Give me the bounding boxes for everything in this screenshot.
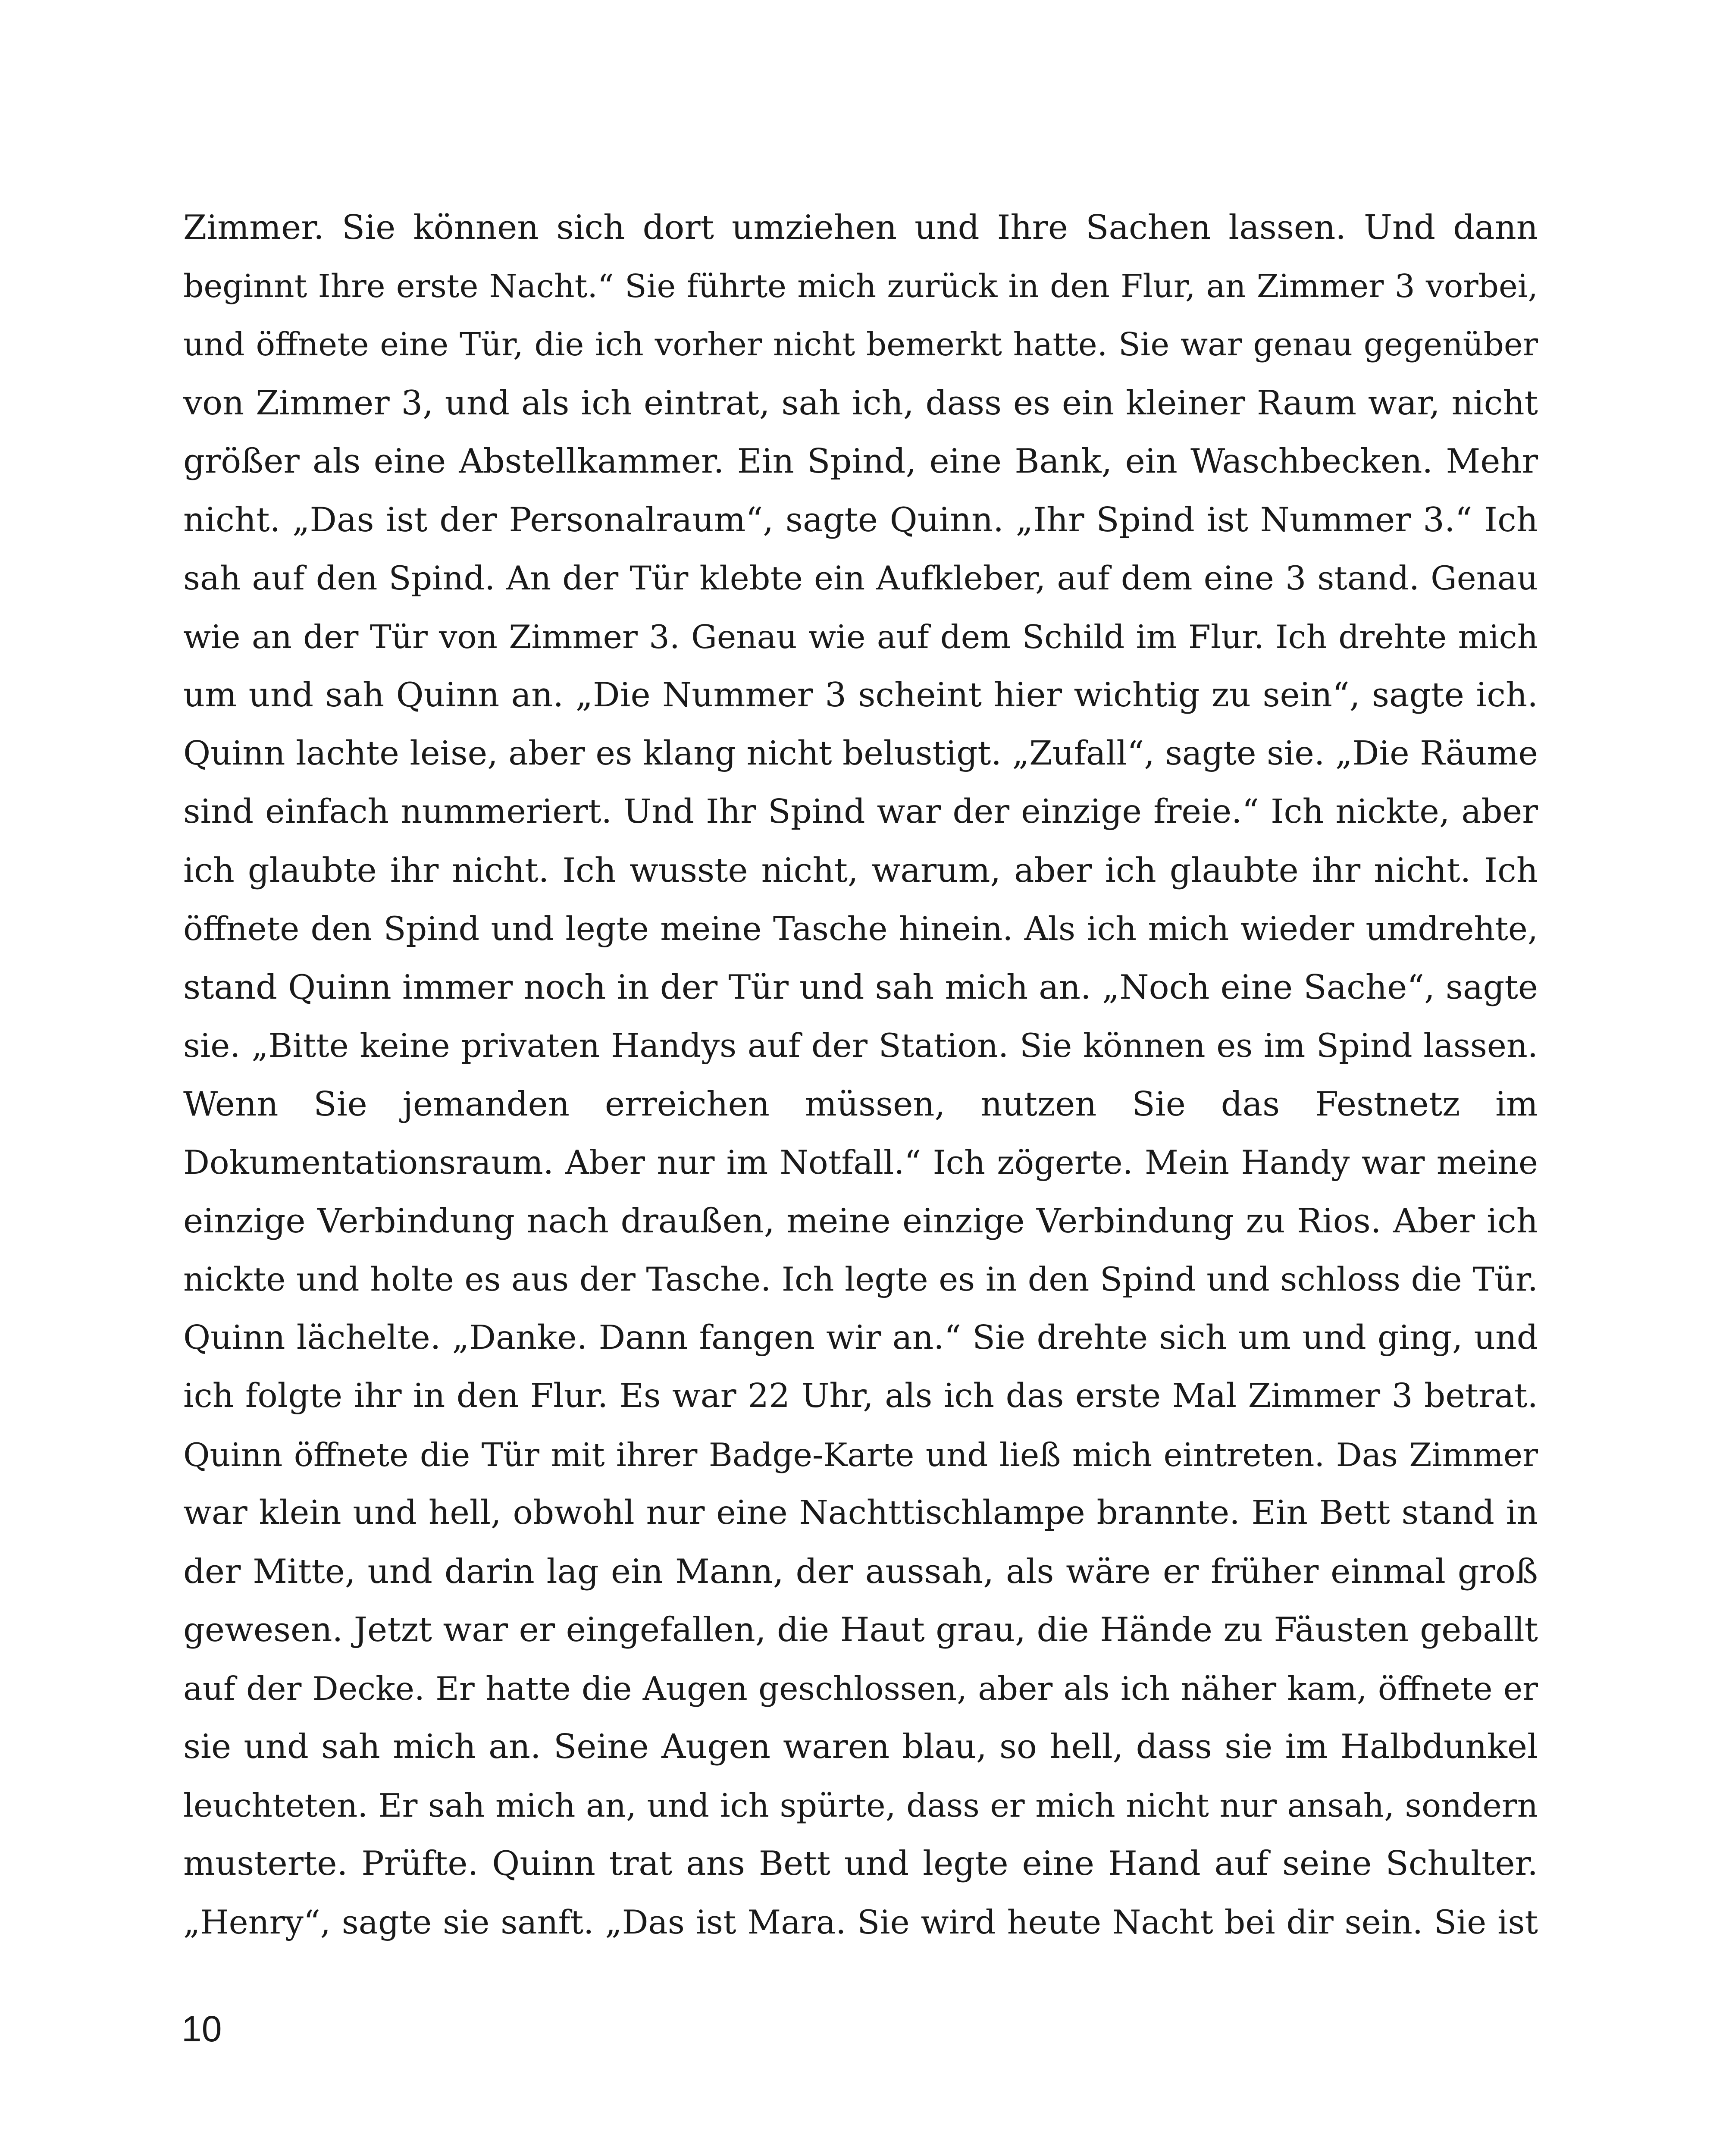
text-line: Quinn lächelte. „Danke. Dann fangen wir an.“ Sie drehte sich um und ging, und bbox=[183, 1318, 1538, 1357]
text-line: nicht. „Das ist der Personalraum“, sagte Quinn. „Ihr Spind ist Nummer 3.“ Ich bbox=[183, 500, 1538, 539]
text-line: der Mitte, und darin lag ein Mann, der aussah, als wäre er früher einmal groß bbox=[183, 1552, 1538, 1591]
text-line: auf der Decke. Er hatte die Augen geschlossen, aber als ich näher kam, öffnete er bbox=[183, 1669, 1538, 1708]
text-line: stand Quinn immer noch in der Tür und sah mich an. „Noch eine Sache“, sagte bbox=[183, 968, 1538, 1007]
text-line: einzige Verbindung nach draußen, meine einzige Verbindung zu Rios. Aber ich bbox=[183, 1201, 1538, 1241]
text-line: größer als eine Abstellkammer. Ein Spind, eine Bank, ein Waschbecken. Mehr bbox=[183, 442, 1538, 481]
text-line: sie und sah mich an. Seine Augen waren blau, so hell, dass sie im Halbdunkel bbox=[183, 1727, 1538, 1766]
text-line: und öffnete eine Tür, die ich vorher nicht bemerkt hatte. Sie war genau gegenüber bbox=[183, 326, 1538, 363]
text-line: Dokumentationsraum. Aber nur im Notfall.“ Ich zögerte. Mein Handy war meine bbox=[183, 1143, 1538, 1181]
text-line: musterte. Prüfte. Quinn trat ans Bett und legte eine Hand auf seine Schulter. bbox=[183, 1844, 1538, 1883]
text-line: öffnete den Spind und legte meine Tasche hinein. Als ich mich wieder umdrehte, bbox=[183, 909, 1538, 948]
text-line: leuchteten. Er sah mich an, und ich spürte, dass er mich nicht nur ansah, sondern bbox=[183, 1786, 1538, 1824]
text-line: sie. „Bitte keine privaten Handys auf der Station. Sie können es im Spind lassen. bbox=[183, 1026, 1538, 1065]
text-line: ich folgte ihr in den Flur. Es war 22 Uhr, als ich das erste Mal Zimmer 3 betrat. bbox=[183, 1377, 1538, 1415]
text-line: Quinn öffnete die Tür mit ihrer Badge-Karte und ließ mich eintreten. Das Zimmer bbox=[183, 1435, 1538, 1474]
text-line: sah auf den Spind. An der Tür klebte ein Aufkleber, auf dem eine 3 stand. Genau bbox=[183, 559, 1538, 597]
text-line: „Henry“, sagte sie sanft. „Das ist Mara. Sie wird heute Nacht bei dir sein. Sie ist bbox=[183, 1902, 1538, 1941]
text-line: ich glaubte ihr nicht. Ich wusste nicht, warum, aber ich glaubte ihr nicht. Ich bbox=[183, 851, 1538, 890]
text-line: sind einfach nummeriert. Und Ihr Spind war der einzige freie.“ Ich nickte, aber bbox=[183, 793, 1538, 831]
text-line: von Zimmer 3, und als ich eintrat, sah ich, dass es ein kleiner Raum war, nicht bbox=[183, 383, 1538, 423]
page-number: 10 bbox=[182, 2009, 222, 2049]
text-line: nickte und holte es aus der Tasche. Ich legte es in den Spind und schloss die Tür. bbox=[183, 1260, 1538, 1298]
text-line: beginnt Ihre erste Nacht.“ Sie führte mich zurück in den Flur, an Zimmer 3 vorbei, bbox=[183, 267, 1538, 305]
text-line: wie an der Tür von Zimmer 3. Genau wie auf dem Schild im Flur. Ich drehte mich bbox=[183, 617, 1538, 656]
text-line: um und sah Quinn an. „Die Nummer 3 scheint hier wichtig zu sein“, sagte ich. bbox=[183, 676, 1538, 714]
text-line: war klein und hell, obwohl nur eine Nachttischlampe brannte. Ein Bett stand in bbox=[183, 1494, 1538, 1532]
text-line: Wenn Sie jemanden erreichen müssen, nutzen Sie das Festnetz im bbox=[183, 1084, 1538, 1124]
text-line: Quinn lachte leise, aber es klang nicht belustigt. „Zufall“, sagte sie. „Die Räume bbox=[183, 734, 1538, 773]
text-line: gewesen. Jetzt war er eingefallen, die Haut grau, die Hände zu Fäusten geballt bbox=[183, 1611, 1538, 1649]
text-line: Zimmer. Sie können sich dort umziehen und Ihre Sachen lassen. Und dann bbox=[183, 208, 1538, 247]
body-text bbox=[183, 206, 1538, 1959]
